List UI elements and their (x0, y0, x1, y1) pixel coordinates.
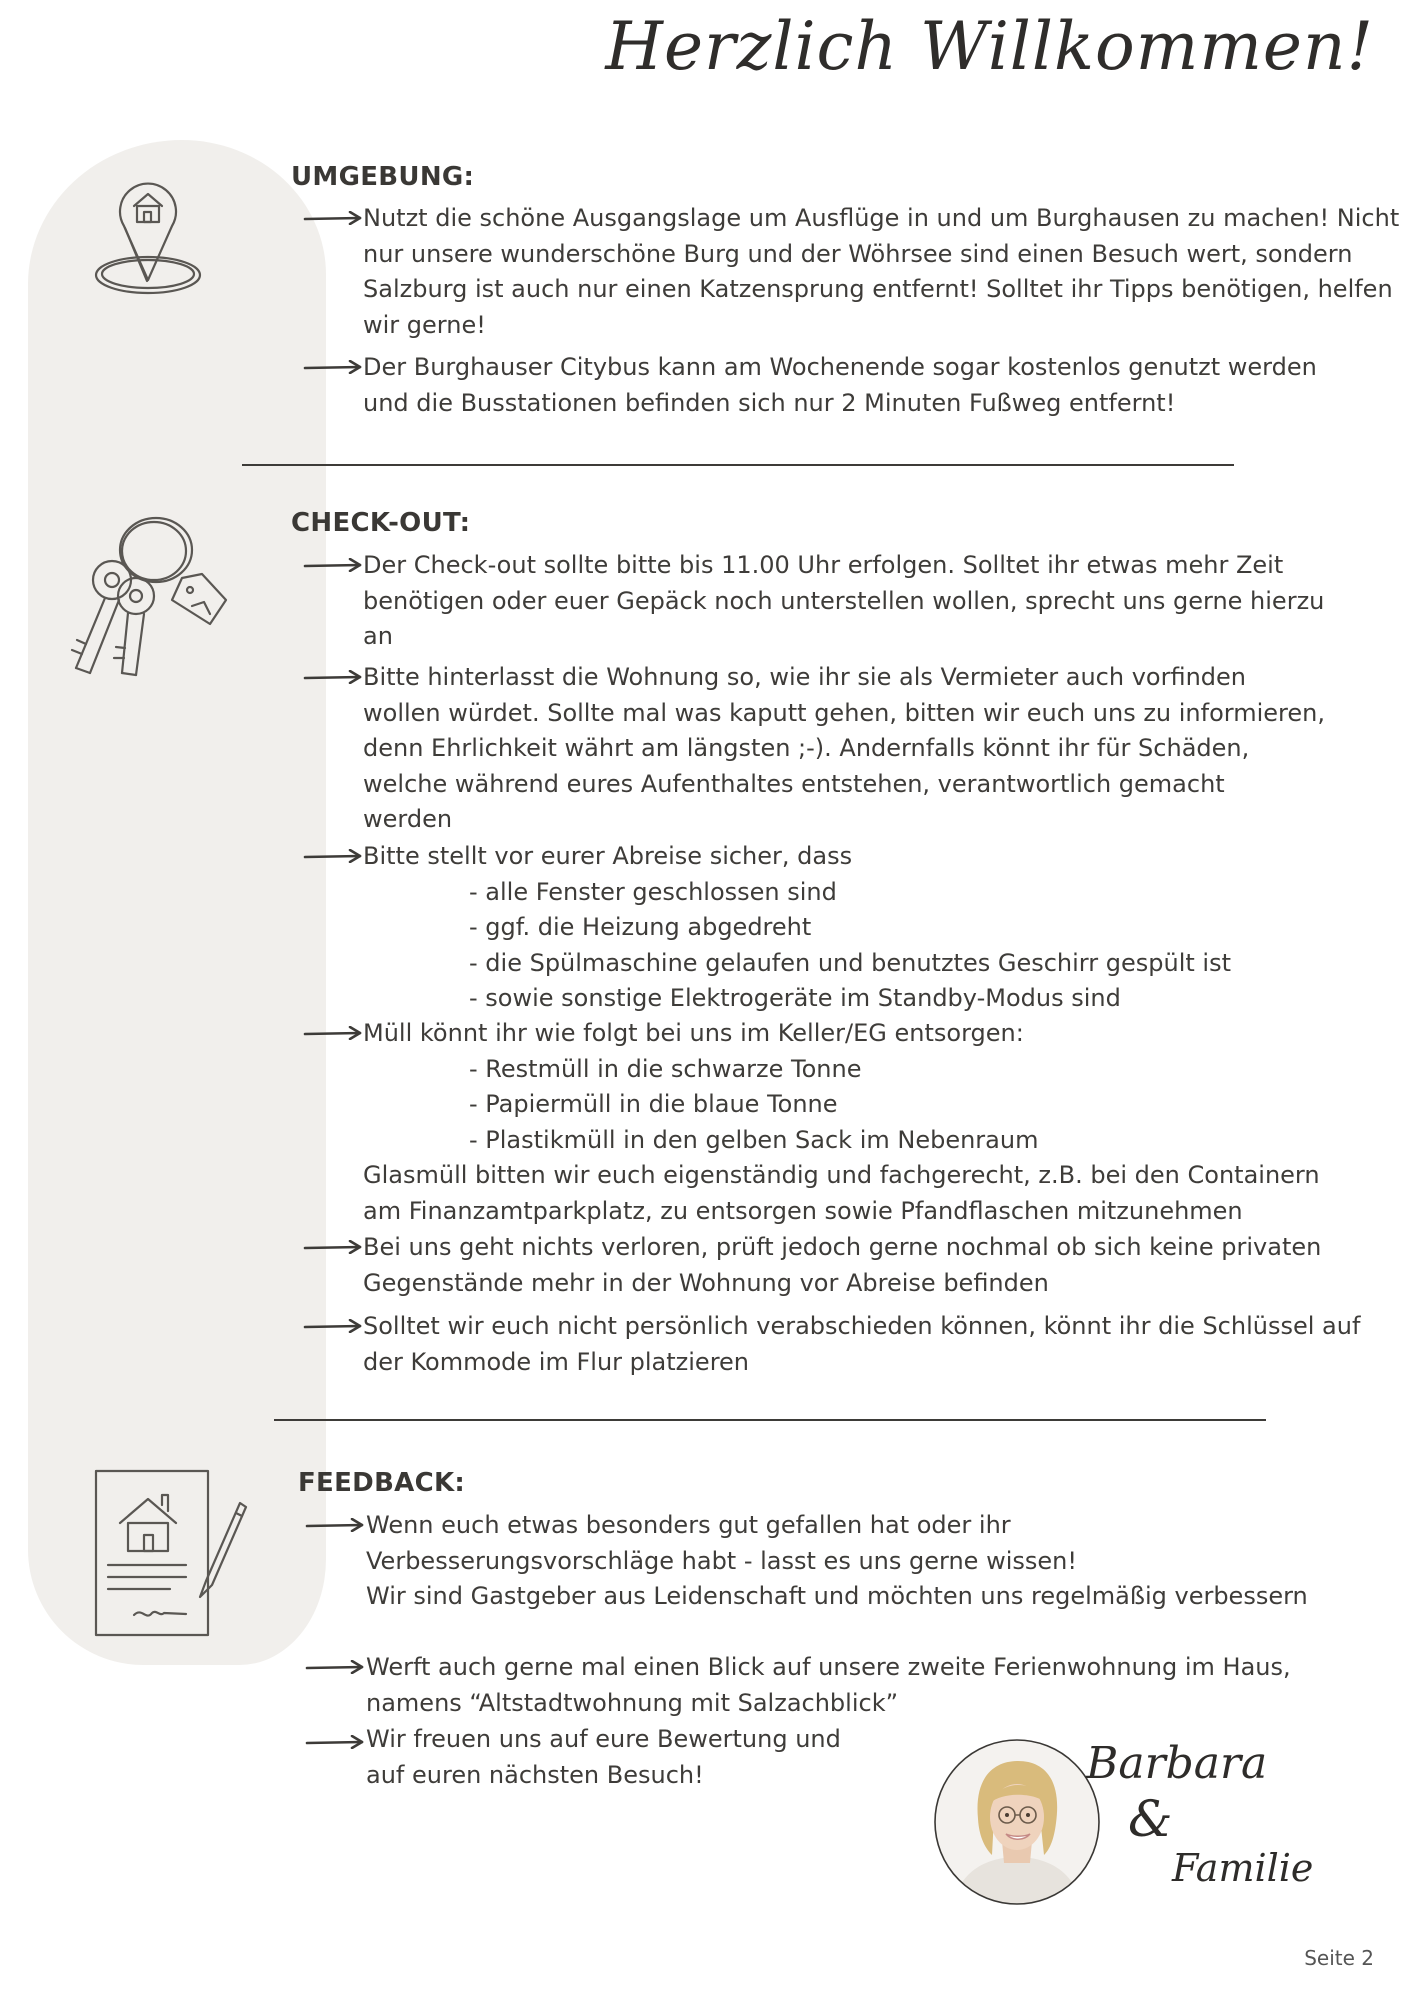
list-item-checkout-apartment: Bitte hinterlasst die Wohnung so, wie ihr sie als Vermieter auch vorfinden wollen würdet. Sollte mal was kaputt gehen, bitten wir euch uns zu informieren, denn Ehrlichkeit währt am längsten ;-). Andernfalls könnt ihr für Schäden, welche während eures Aufenthaltes entstehen, verantwortlich gemacht werden (363, 663, 1325, 833)
list-item-checkout-before-leaving: Bitte stellt vor eurer Abreise sicher, dass - alle Fenster geschlossen sind - ggf. die Heizung abgedreht - die Spülmaschine gelaufen und benutztes Geschirr gespült ist - sowie sonstige Elektrogeräte im Standby-Modus sind (363, 842, 1231, 1012)
document-house-pen-icon (90, 1465, 250, 1641)
signature-ampersand: & (1128, 1790, 1173, 1848)
keys-icon (64, 508, 244, 683)
list-item-feedback-suggestions: Wenn euch etwas besonders gut gefallen hat oder ihr Verbesserungsvorschläge habt - lasst es uns gerne wissen! Wir sind Gastgeber aus Leidenschaft und möchten uns regelmäßig verbessern (366, 1511, 1308, 1610)
list-item-checkout-time: Der Check-out sollte bitte bis 11.00 Uhr erfolgen. Solltet ihr etwas mehr Zeit benötigen oder euer Gepäck noch unterstellen wollen, sprecht uns gerne hierzu an (363, 551, 1325, 650)
list-item-checkout-belongings: Bei uns geht nichts verloren, prüft jedoch gerne nochmal ob sich keine privaten Gegenstände mehr in der Wohnung vor Abreise befinden (363, 1233, 1322, 1297)
section-heading-umgebung: UMGEBUNG: (291, 162, 475, 192)
arrow-icon (305, 1735, 365, 1749)
list-item-checkout-waste: Müll könnt ihr wie folgt bei uns im Keller/EG entsorgen: - Restmüll in die schwarze Tonne - Papiermüll in die blaue Tonne - Plastikmüll in den gelben Sack im Nebenraum Glasmüll bitten wir euch eigenständig und fachgerecht, z.B. bei den Containern am Finanzamtparkplatz, zu entsorgen sowie Pfandflaschen mitzunehmen (363, 1019, 1320, 1225)
arrow-icon (303, 558, 363, 572)
list-item-feedback-second-apartment: Werft auch gerne mal einen Blick auf unsere zweite Ferienwohnung im Haus, namens “Altstadtwohnung mit Salzachblick” (366, 1653, 1291, 1717)
section-heading-checkout: CHECK-OUT: (291, 508, 471, 538)
list-item-feedback-review: Wir freuen uns auf eure Bewertung und auf euren nächsten Besuch! (366, 1725, 841, 1789)
list-item-checkout-keys: Solltet wir euch nicht persönlich verabschieden können, könnt ihr die Schlüssel auf der Kommode im Flur platzieren (363, 1312, 1361, 1376)
arrow-icon (305, 1660, 365, 1674)
arrow-icon (303, 670, 363, 684)
section-heading-feedback: FEEDBACK: (298, 1468, 466, 1498)
arrow-icon (303, 360, 363, 374)
arrow-icon (303, 1240, 363, 1254)
arrow-icon (303, 849, 363, 863)
arrow-icon (303, 1319, 363, 1333)
location-pin-house-icon (88, 162, 208, 302)
list-item-umgebung-2: Der Burghauser Citybus kann am Wochenende sogar kostenlos genutzt werden und die Busstationen befinden sich nur 2 Minuten Fußweg entfernt! (363, 353, 1317, 417)
signature-name: Barbara (1086, 1738, 1268, 1789)
section-divider (274, 1419, 1266, 1421)
arrow-icon (303, 211, 363, 225)
page-title: Herzlich Willkommen! (605, 8, 1374, 85)
page-number: Seite 2 (1304, 1946, 1374, 1970)
sidebar-background (28, 140, 326, 1665)
host-portrait-avatar (932, 1737, 1102, 1907)
arrow-icon (303, 1026, 363, 1040)
signature-family: Familie (1172, 1846, 1314, 1890)
list-item-umgebung-1: Nutzt die schöne Ausgangslage um Ausflüge in und um Burghausen zu machen! Nicht nur unsere wunderschöne Burg und der Wöhrsee sind einen Besuch wert, sondern Salzburg ist auch nur einen Katzensprung entfernt! Solltet ihr Tipps benötigen, helfen wir gerne! (363, 204, 1400, 339)
arrow-icon (305, 1518, 365, 1532)
section-divider (242, 464, 1234, 466)
